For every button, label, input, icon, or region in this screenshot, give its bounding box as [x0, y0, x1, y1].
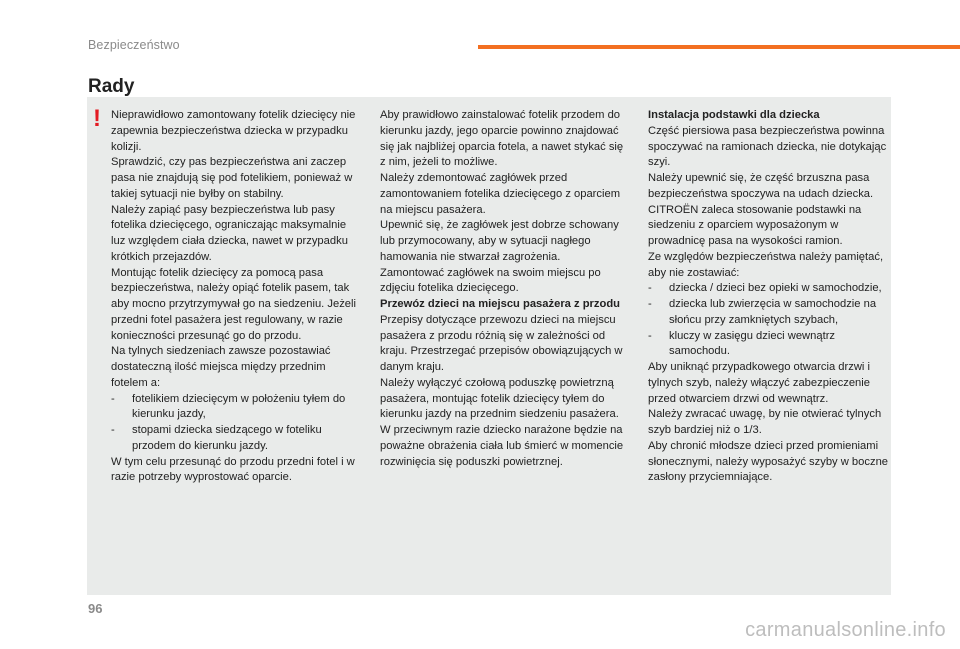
list-text: stopami dziecka siedzącego w foteliku przodem do kierunku jazdy. — [132, 424, 322, 452]
paragraph: Montując fotelik dziecięcy za pomocą pasa bezpieczeństwa, należy opiąć fotelik pasem, tak aby mocno przytrzymywał go na siedzeniu. Jeżeli przedni fotel pasażera jest regulowany, w razie konieczności przesunąć go do przodu. — [111, 266, 356, 342]
list-text: dziecka lub zwierzęcia w samochodzie na słońcu przy zamkniętych szybach, — [669, 298, 877, 326]
warning-icon: ! — [93, 105, 101, 132]
watermark: carmanualsonline.info — [745, 619, 946, 641]
paragraph: Przepisy dotyczące przewozu dzieci na miejscu pasażera z przodu różnią się w zależności od kraju. Przestrzegać przepisów obowiązujących w danym kraju. — [380, 313, 623, 373]
list-dash: - — [111, 392, 115, 405]
subheading: Przewóz dzieci na miejscu pasażera z przodu — [380, 298, 620, 310]
paragraph: Ze względów bezpieczeństwa należy pamiętać, aby nie zostawiać: — [648, 250, 884, 279]
column-1 — [111, 108, 356, 486]
page-number: 96 — [88, 601, 103, 616]
paragraph: Należy wyłączyć czołową poduszkę powietrzną pasażera, montując fotelik dziecięcy tyłem do kierunku jazdy na przednim siedzeniu pasażera. — [380, 376, 619, 421]
list-dash: - — [111, 424, 115, 436]
paragraph: Należy zwracać uwagę, by nie otwierać tylnych szyb bardziej niż o 1/3. — [648, 408, 882, 436]
list-item — [648, 297, 893, 329]
paragraph: CITROËN zaleca stosowanie podstawki na siedzeniu z oparciem wyposażonym w prowadnicę pasa na wysokości ramion. — [648, 203, 862, 247]
paragraph: Należy zapiąć pasy bezpieczeństwa lub pasy fotelika dziecięcego, ograniczając maksymalnie luz względem ciała dziecka, nawet w przypadku krótkich przejazdów. — [111, 203, 348, 263]
page-title: Rady — [88, 76, 135, 97]
list-dash: - — [648, 298, 652, 310]
section-header-line — [478, 45, 960, 49]
list-dash: - — [648, 329, 652, 342]
paragraph: Aby chronić młodsze dzieci przed promieniami słonecznymi, należy wyposażyć szyby w boczne zasłony przyciemniające. — [648, 439, 889, 484]
paragraph: Na tylnych siedzeniach zawsze pozostawiać dostateczną ilość miejsca między przednim fotelem a: — [111, 345, 331, 389]
column-3 — [648, 108, 893, 486]
list-text: kluczy w zasięgu dzieci wewnątrz samochodu. — [669, 329, 836, 358]
paragraph: Należy zdemontować zagłówek przed zamontowaniem fotelika dziecięcego z oparciem na miejscu pasażera. — [380, 172, 621, 216]
paragraph: W tym celu przesunąć do przodu przedni fotel i w razie potrzeby wyprostować oparcie. — [111, 455, 355, 484]
subheading: Instalacja podstawki dla dziecka — [648, 109, 820, 121]
section-header-label: Bezpieczeństwo — [88, 38, 180, 52]
paragraph: Aby uniknąć przypadkowego otwarcia drzwi i tylnych szyb, należy włączyć zabezpieczenie przed otwarciem drzwi od wewnątrz. — [648, 361, 870, 405]
column-2 — [380, 108, 625, 470]
paragraph: Część piersiowa pasa bezpieczeństwa powinna spoczywać na ramionach dziecka, nie dotykając szyi. — [648, 124, 887, 169]
paragraph: Sprawdzić, czy pas bezpieczeństwa ani zaczep pasa nie znajdują się pod fotelikiem, ponieważ w takiej sytuacji nie byłby on stabilny. — [111, 156, 353, 200]
list-item — [111, 423, 356, 455]
list-item — [648, 281, 893, 297]
list-item — [111, 392, 356, 424]
paragraph: Aby prawidłowo zainstalować fotelik przodem do kierunku jazdy, jego oparcie powinno znajdować się jak najbliżej oparcia fotela, a nawet stykać się z nim, jeżeli to możliwe. — [380, 109, 624, 169]
list-text: fotelikiem dziecięcym w położeniu tyłem do kierunku jazdy, — [132, 392, 346, 421]
paragraph: Upewnić się, że zagłówek jest dobrze schowany lub przymocowany, aby w sytuacji nagłego hamowania nie stwarzał zagrożenia. Zamontować zagłówek na swoim miejscu po zdjęciu fotelika dziecięcego. — [380, 219, 619, 295]
list-text: dziecka / dzieci bez opieki w samochodzie, — [669, 282, 882, 295]
paragraph: W przeciwnym razie dziecko narażone będzie na poważne obrażenia ciała lub śmierć w momencie rozwinięcia się poduszki powietrznej. — [380, 424, 624, 468]
paragraph: Nieprawidłowo zamontowany fotelik dziecięcy nie zapewnia bezpieczeństwa dziecka w przypadku kolizji. — [111, 109, 356, 153]
list-item — [648, 329, 893, 361]
paragraph: Należy upewnić się, że część brzuszna pasa bezpieczeństwa spoczywa na udach dziecka. — [648, 172, 874, 200]
list-dash: - — [648, 282, 652, 295]
